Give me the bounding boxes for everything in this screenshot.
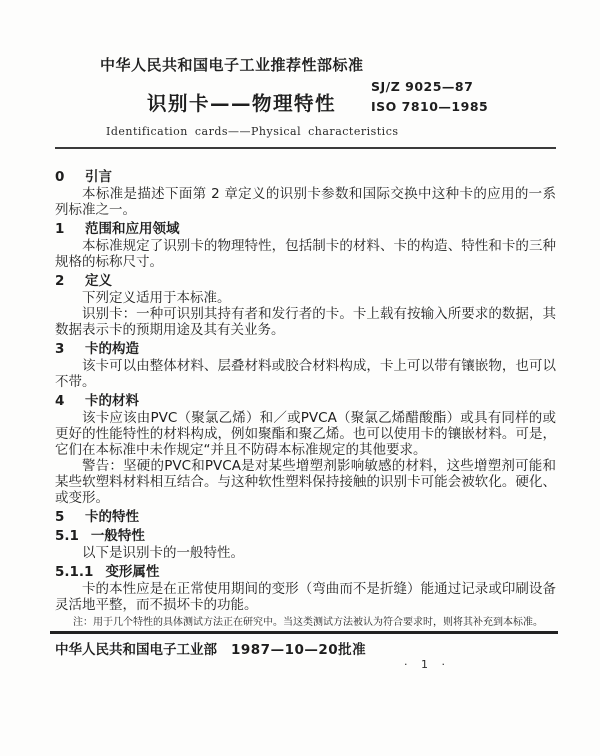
header-divider bbox=[55, 147, 556, 149]
paragraph: 识别卡：一种可识别其持有者和发行者的卡。卡上载有按输入所要求的数据，其数据表示卡的预期用途及其有关业务。 bbox=[55, 306, 556, 338]
standard-class-heading: 中华人民共和国电子工业推荐性部标准 bbox=[100, 56, 364, 74]
paragraph-warning: 警告：坚硬的PVC和PVCA是对某些增塑剂影响敏感的材料，这些增塑剂可能和某些软塑料材料相互结合。与这种软性塑料保持接触的识别卡可能会被软化。硬化、或变形。 bbox=[55, 458, 556, 506]
section-number: 1 bbox=[55, 221, 65, 237]
standard-number: SJ/Z 9025—87 bbox=[371, 79, 474, 94]
section-number: 5.1.1 bbox=[55, 564, 94, 580]
section-number: 5.1 bbox=[55, 528, 79, 544]
section-title: 变形属性 bbox=[105, 564, 160, 580]
approval-line bbox=[55, 638, 366, 658]
section-title: 卡的材料 bbox=[85, 393, 139, 409]
section-heading-4 bbox=[55, 393, 556, 409]
section-number: 0 bbox=[55, 169, 65, 185]
standard-numbers bbox=[371, 77, 488, 117]
section-heading-2 bbox=[55, 273, 556, 289]
section-title: 一般特性 bbox=[90, 528, 145, 544]
section-title: 定义 bbox=[85, 273, 112, 289]
section-title: 卡的特性 bbox=[85, 509, 139, 525]
section-heading-1 bbox=[55, 221, 556, 237]
page-number: · 1 · bbox=[404, 658, 450, 671]
paragraph: 本标准规定了识别卡的物理特性，包括制卡的材料、卡的构造、特性和卡的三种规格的标称尺寸。 bbox=[55, 238, 556, 270]
section-title: 引言 bbox=[85, 169, 112, 185]
iso-number: ISO 7810—1985 bbox=[371, 99, 489, 114]
paragraph: 该卡可以由整体材料、层叠材料或胶合材料构成，卡上可以带有镶嵌物，也可以不带。 bbox=[55, 358, 556, 390]
paragraph: 下列定义适用于本标准。 bbox=[82, 290, 231, 306]
approval-organization: 中华人民共和国电子工业部 bbox=[55, 642, 217, 658]
section-number: 4 bbox=[55, 393, 65, 409]
section-title: 卡的构造 bbox=[85, 341, 139, 357]
approval-date: 1987—10—20批准 bbox=[231, 642, 367, 658]
footnote: 注：用于几个特性的具体测试方法正在研究中。当这类测试方法被认为符合要求时，则将其补充到本标准。 bbox=[73, 617, 543, 628]
english-title: Identification cards——Physical characteristics bbox=[106, 125, 399, 138]
paragraph: 该卡应该由PVC（聚氯乙烯）和／或PVCA（聚氯乙烯醋酸酯）或具有同样的或更好的性能特性的材料构成，例如聚酯和聚乙烯。也可以使用卡的镶嵌材料。可是，它们在本标准中未作规定“并且不防碍本标准规定的其他要求。 bbox=[55, 410, 556, 458]
paragraph: 本标准是描述下面第 2 章定义的识别卡参数和国际交换中这种卡的应用的一系列标准之一。 bbox=[55, 186, 556, 218]
section-title: 范围和应用领域 bbox=[85, 221, 180, 237]
section-number: 2 bbox=[55, 273, 65, 289]
section-heading-5 bbox=[55, 509, 556, 525]
paragraph: 卡的本性应是在正常使用期间的变形（弯曲而不是折缝）能通过记录或印刷设备灵活地平整，而不损坏卡的功能。 bbox=[55, 581, 556, 613]
section-heading-0 bbox=[55, 169, 556, 185]
footer-divider bbox=[50, 631, 558, 634]
document-body bbox=[55, 166, 556, 629]
section-heading-3 bbox=[55, 341, 556, 357]
paragraph: 以下是识别卡的一般特性。 bbox=[82, 545, 244, 561]
document-title: 识别卡——物理特性 bbox=[147, 92, 337, 115]
section-heading-5-1 bbox=[55, 528, 556, 544]
section-number: 3 bbox=[55, 341, 65, 357]
section-number: 5 bbox=[55, 509, 65, 525]
section-heading-5-1-1 bbox=[55, 564, 556, 580]
